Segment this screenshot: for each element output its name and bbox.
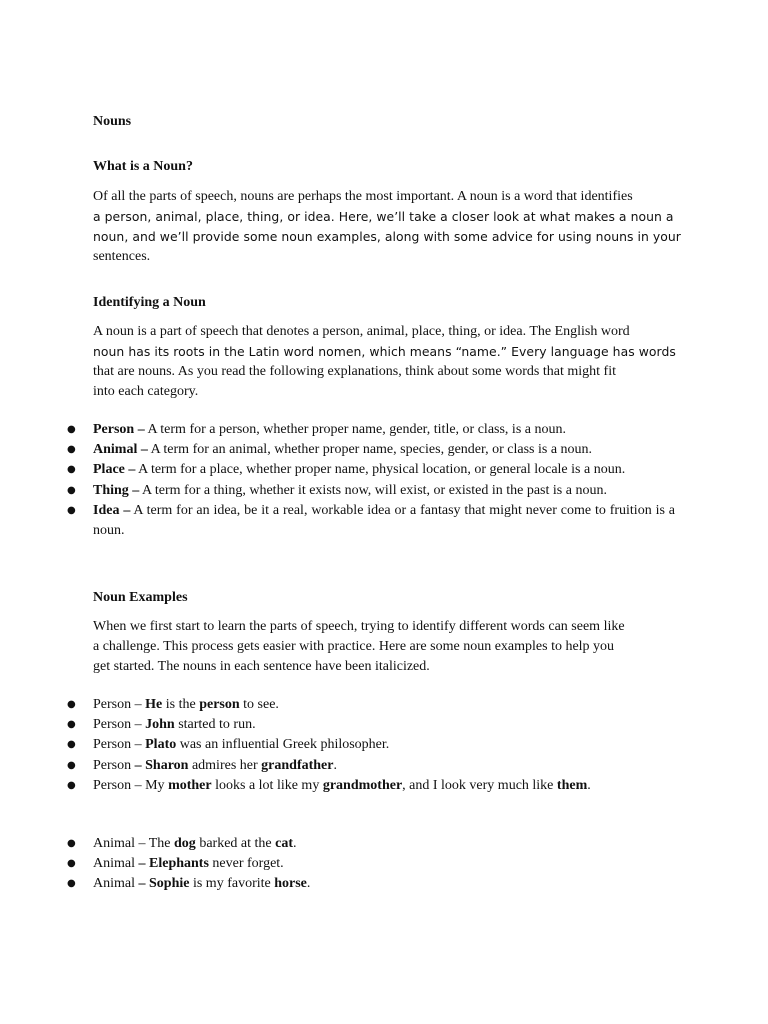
example-text: . [306, 876, 311, 892]
paragraph-line: noun, and we’ll provide some noun examples, along with some advice for using nouns in your [93, 229, 681, 244]
bullet-icon: ● [67, 484, 76, 496]
example-text: . [587, 777, 591, 793]
person-example-list [67, 695, 675, 796]
list-item [67, 420, 675, 440]
example-text: looks a lot like my [211, 777, 323, 793]
noun-highlight: person [199, 697, 240, 712]
paragraph-line: noun has its roots in the Latin word nomen, which means “name.” Every language has words [93, 344, 676, 359]
section-heading-noun-examples: Noun Examples [93, 590, 188, 605]
example-text: Animal [93, 856, 139, 872]
example-text: Animal – The [93, 836, 175, 851]
example-item [67, 695, 675, 715]
noun-highlight: dog [174, 836, 196, 851]
bullet-icon: ● [67, 719, 76, 731]
bullet-icon: ● [67, 699, 76, 710]
paragraph-line: that are nouns. As you read the following explanations, think about some words that might fit [93, 364, 616, 379]
bullet-icon: ● [67, 759, 76, 771]
example-item [67, 874, 675, 894]
example-text: is my favorite [189, 876, 275, 892]
noun-highlight: Plato [145, 737, 177, 753]
category-term: Place – [93, 462, 136, 478]
noun-highlight: grandmother [322, 777, 403, 793]
example-text: is the [162, 697, 200, 712]
paragraph-line: Of all the parts of speech, nouns are perhaps the most important. A noun is a word that identifies [93, 189, 633, 204]
example-text: . [333, 757, 337, 773]
list-item [67, 460, 675, 480]
bullet-icon: ● [67, 464, 76, 476]
category-description: A term for a person, whether proper name, gender, title, or class, is a noun. [144, 422, 566, 437]
category-description: A term for a place, whether proper name, physical location, or general locale is a noun. [135, 462, 626, 478]
paragraph-noun-examples [93, 617, 675, 677]
category-description: A term for an animal, whether proper name, species, gender, or class is a noun. [147, 442, 593, 458]
example-text: barked at the [195, 836, 276, 851]
noun-highlight: horse [274, 876, 307, 892]
noun-highlight: them [556, 777, 588, 793]
noun-highlight: grandfather [261, 757, 334, 773]
example-text: never forget. [208, 856, 284, 872]
category-description: A term for an idea, be it a real, workable idea or a fantasy that might never come to fruition is a noun. [93, 502, 675, 539]
noun-highlight: mother [168, 777, 212, 793]
bullet-icon: ● [67, 444, 76, 456]
paragraph-line: a person, animal, place, thing, or idea. Here, we’ll take a closer look at what makes a noun a [93, 209, 674, 224]
noun-highlight: cat [275, 836, 293, 851]
bullet-icon: ● [67, 739, 76, 751]
example-text: . [293, 836, 297, 851]
section-heading-identifying-a-noun: Identifying a Noun [93, 295, 206, 310]
example-text: , and I look very much like [402, 777, 557, 793]
example-text: to see. [239, 697, 279, 712]
paragraph-line: sentences. [93, 249, 151, 264]
paragraph-line: A noun is a part of speech that denotes a person, animal, place, thing, or idea. The English word [93, 324, 630, 339]
document-title: Nouns [93, 114, 132, 129]
example-item [67, 854, 675, 874]
bullet-icon: ● [67, 878, 76, 890]
bullet-icon: ● [67, 504, 76, 516]
paragraph-what-is-a-noun [93, 187, 681, 267]
example-text: Person – [93, 737, 146, 753]
example-text: Person – [93, 717, 146, 733]
noun-highlight: – Elephants [138, 856, 209, 872]
list-item [67, 481, 675, 501]
example-text: Person [93, 757, 135, 773]
noun-highlight: – Sophie [138, 876, 190, 892]
category-term: Animal – [93, 442, 148, 458]
example-item [67, 715, 675, 735]
noun-highlight: He [145, 697, 163, 712]
example-item [67, 776, 675, 796]
section-heading-what-is-a-noun: What is a Noun? [93, 159, 193, 174]
example-item [67, 834, 675, 854]
paragraph-identifying-a-noun [93, 322, 675, 402]
noun-highlight: – Sharon [134, 757, 189, 773]
example-text: admires her [188, 757, 262, 773]
noun-category-list [67, 420, 675, 541]
example-item [67, 735, 675, 755]
category-description: A term for a thing, whether it exists now, will exist, or existed in the past is a noun. [139, 482, 607, 498]
example-text: Animal [93, 876, 139, 892]
category-term: Idea – [93, 502, 131, 518]
example-text: started to run. [174, 717, 256, 733]
paragraph-line: get started. The nouns in each sentence have been italicized. [93, 659, 430, 674]
bullet-icon: ● [67, 838, 76, 849]
example-text: Person – [93, 697, 146, 712]
list-item [67, 501, 675, 541]
animal-example-list [67, 834, 675, 895]
category-term: Thing – [93, 482, 140, 498]
paragraph-line: into each category. [93, 384, 199, 399]
bullet-icon: ● [67, 858, 76, 870]
paragraph-line: When we first start to learn the parts of speech, trying to identify different words can seem like [93, 619, 625, 634]
example-text: was an influential Greek philosopher. [176, 737, 390, 753]
example-text: Person – My [93, 777, 169, 793]
list-item [67, 440, 675, 460]
noun-highlight: John [145, 717, 175, 733]
example-item [67, 756, 675, 776]
bullet-icon: ● [67, 779, 76, 791]
category-term: Person – [93, 422, 145, 437]
paragraph-line: a challenge. This process gets easier with practice. Here are some noun examples to help you [93, 639, 615, 654]
bullet-icon: ● [67, 424, 76, 435]
